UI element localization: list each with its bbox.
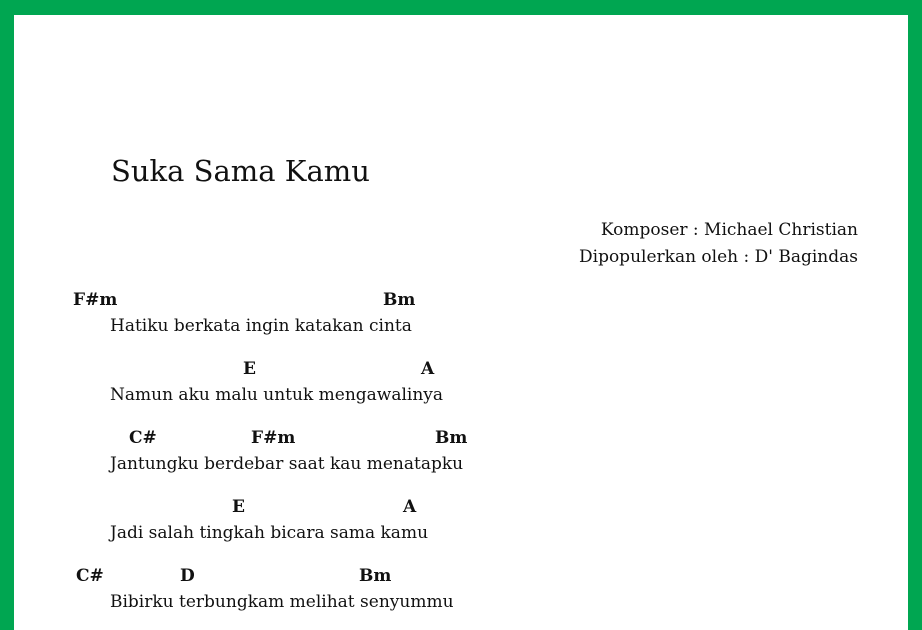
chord: E <box>243 359 256 379</box>
composer-credit: Komposer : Michael Christian <box>600 220 858 240</box>
chord: D <box>180 566 195 586</box>
chord: A <box>403 497 417 517</box>
lyric-line: Jadi salah tingkah bicara sama kamu <box>110 523 429 543</box>
chord: Bm <box>359 566 392 586</box>
song-title: Suka Sama Kamu <box>111 154 370 188</box>
lyric-line: Namun aku malu untuk mengawalinya <box>110 385 444 405</box>
lyric-line: Bibirku terbungkam melihat senyummu <box>110 592 454 612</box>
chord: F#m <box>251 428 296 448</box>
chord: E <box>232 497 245 517</box>
chord: A <box>421 359 435 379</box>
chord: C# <box>76 566 104 586</box>
chord: F#m <box>73 290 118 310</box>
chord: Bm <box>435 428 468 448</box>
chord: C# <box>129 428 157 448</box>
lyric-line: Hatiku berkata ingin katakan cinta <box>110 316 412 336</box>
popularized-credit: Dipopulerkan oleh : D' Bagindas <box>579 247 858 267</box>
chord: Bm <box>383 290 416 310</box>
lyric-line: Jantungku berdebar saat kau menatapku <box>110 454 464 474</box>
